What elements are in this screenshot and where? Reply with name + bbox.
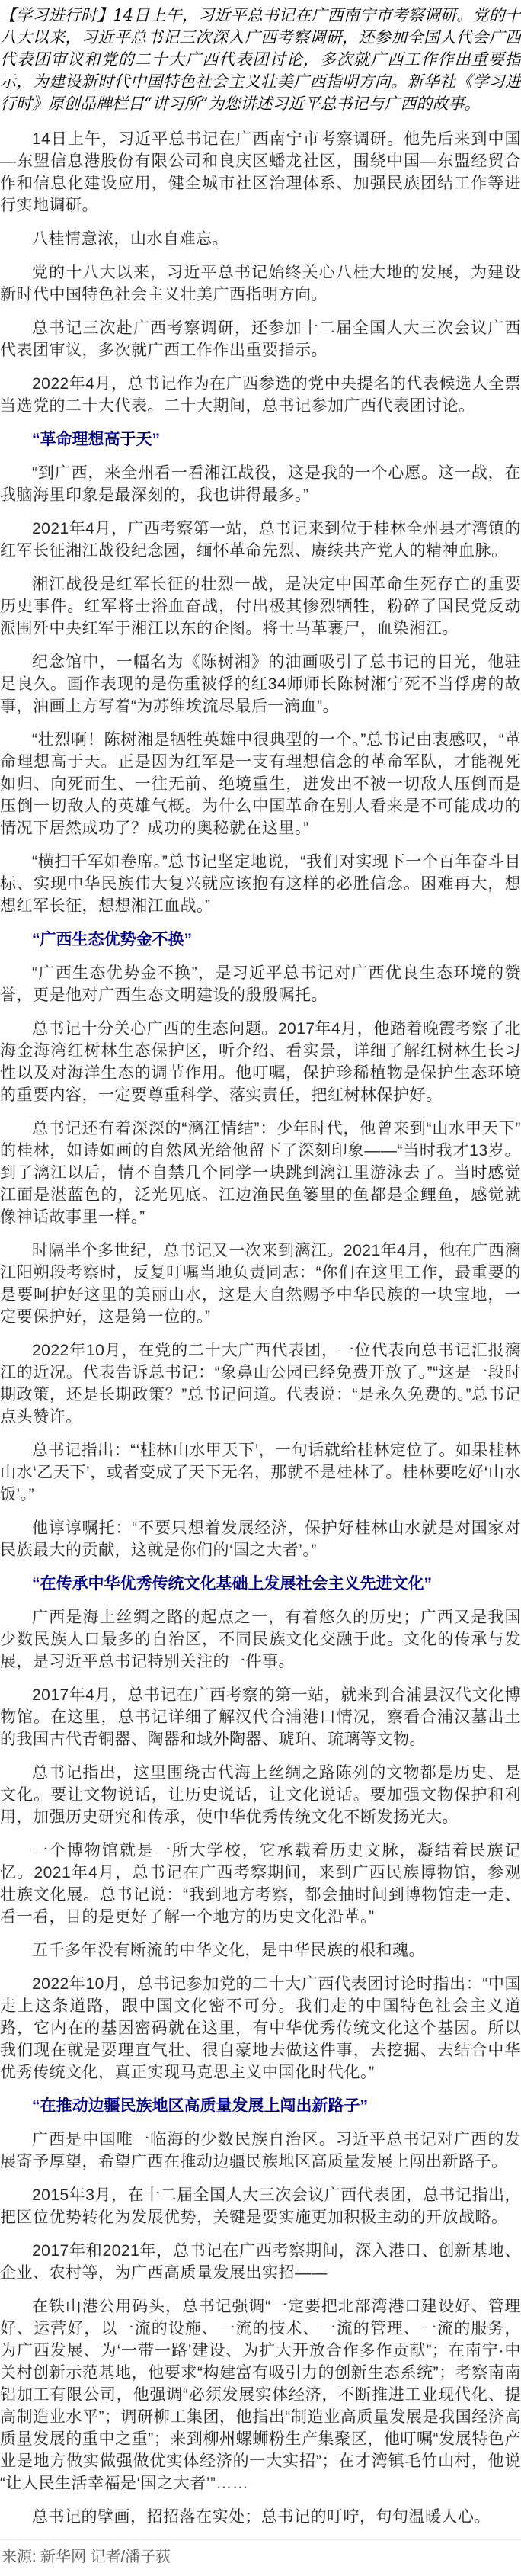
article-paragraph: “到广西，来全州看一看湘江战役，这是我的一个心愿。这一战，在我脑海里印象是最深刻的，我也讲得最多。”: [0, 464, 521, 504]
article-paragraph: “广西生态优势金不换”，是习近平总书记对广西优良生态环境的赞誉，更是他对广西生态文明建设的殷殷嘱托。: [0, 964, 521, 1004]
article-paragraph: 总书记三次赴广西考察调研，还参加十二届全国人大三次会议广西代表团审议，多次就广西工作作出重要指示。: [0, 319, 521, 359]
article-paragraph: 总书记还有着深深的“漓江情结”：少年时代，他曾来到“山水甲天下”的桂林，如诗如画的自然风光给他留下了深刻印象——“当时我才13岁。到了漓江以后，情不自禁几个同学一块跳到漓江里游泳去了。当时感觉江面是湛蓝色的，泛光见底。江边渔民鱼篓里的鱼都是金鲤鱼，感觉就像神话故事里一样。”: [0, 1120, 521, 1226]
article-paragraph: 纪念馆中，一幅名为《陈树湘》的油画吸引了总书记的目光，他驻足良久。画作表现的是伤重被俘的红34师师长陈树湘宁死不当俘虏的故事，油画上方写着“为苏维埃流尽最后一滴血”。: [0, 653, 521, 715]
article-paragraph: “横扫千军如卷席。”总书记坚定地说，“我们对实现下一个百年奋斗目标、实现中华民族伟大复兴就应该抱有这样的必胜信念。困难再大，想想红军长征，想想湘江血战。”: [0, 853, 521, 915]
article-intro: 【学习进行时】14日上午，习近平总书记在广西南宁市考察调研。党的十八大以来，习近平总书记三次深入广西考察调研，还参加全国人代会广西代表团审议和党的二十大广西代表团讨论，多次就广西工作作出重要指示，为建设新时代中国特色社会主义壮美广西指明方向。新华社《学习进行时》原创品牌栏目“讲习所”为您讲述习近平总书记与广西的故事。: [0, 6, 521, 113]
article-paragraph: 五千多年没有断流的中华文化，是中华民族的根和魂。: [32, 1942, 425, 1959]
section-heading: “革命理想高于天”: [32, 431, 160, 448]
article-footer: [0, 2539, 521, 2576]
article-paragraph: 广西是中国唯一临海的少数民族自治区。习近平总书记对广西的发展寄予厚望，希望广西在推动边疆民族地区高质量发展上闯出新路子。: [0, 2131, 521, 2170]
article-paragraph: 在铁山港公用码头，总书记强调“一定要把北部湾港口建设好、管理好、运营好，以一流的设施、一流的技术、一流的管理、一流的服务，为广西发展、为‘一带一路’建设、为扩大开放合作多作贡献”；在南宁·中关村创新示范基地，他要求“构建富有吸引力的创新生态系统”；考察南南铝加工有限公司，他强调“必须发展实体经济，不断推进工业现代化、提高制造业水平”；调研柳工集团，他指出“制造业高质量发展是我国经济高质量发展的重中之重”；来到柳州螺蛳粉生产集聚区，他叮嘱“发展特色产业是地方做实做强做优实体经济的一大实招”；在才湾镇毛竹山村，他说“让人民生活幸福是‘国之大者’”……: [0, 2298, 521, 2492]
article-paragraph: 八桂情意浓，山水自难忘。: [32, 230, 229, 248]
section-heading: “在推动边疆民族地区高质量发展上闯出新路子”: [32, 2097, 368, 2115]
article-paragraph: 广西是海上丝绸之路的起点之一，有着悠久的历史；广西又是我国少数民族人口最多的自治区，不同民族文化交融于此。文化的传承与发展，是习近平总书记特别关注的一件事。: [0, 1609, 521, 1670]
source-line: 来源: 新华网 记者/潘子荻: [2, 2549, 171, 2565]
article-paragraph: 党的十八大以来，习近平总书记始终关心八桂大地的发展，为建设新时代中国特色社会主义壮美广西指明方向。: [0, 264, 521, 303]
article-paragraph: 总书记十分关心广西的生态问题。2017年4月，他踏着晚霞考察了北海金海湾红树林生态保护区，听介绍、看实景，详细了解红树林生长习性以及对海洋生态的调节作用。他叮嘱，保护珍稀植物是保护生态环境的重要内容，一定要尊重科学、落实责任，把红树林保护好。: [0, 1020, 521, 1104]
article-paragraph: 一个博物馆就是一所大学校，它承载着历史文脉，凝结着民族记忆。2021年4月，总书记在广西考察期间，来到广西民族博物馆，参观壮族文化展。总书记说：“我到地方考察，都会抽时间到博物馆走一走、看一看，目的是更好了解一个地方的历史文化沿革。”: [0, 1842, 521, 1926]
article-paragraph: 2015年3月，在十二届全国人大三次会议广西代表团，总书记指出，把区位优势转化为发展优势，关键是要实施更加积极主动的开放战略。: [0, 2186, 521, 2226]
article-paragraph: 总书记指出，这里围绕古代海上丝绸之路陈列的文物都是历史、是文化。要让文物说话，让历史说话，让文化说话。要加强文物保护和利用，加强历史研究和传承，使中华优秀传统文化不断发扬光大。: [0, 1764, 521, 1826]
article-paragraph: 2022年10月，在党的二十大广西代表团，一位代表向总书记汇报漓江的近况。代表告诉总书记：“象鼻山公园已经免费开放了。”“这是一段时期政策，还是长期政策？”总书记问道。代表说：“是永久免费的。”总书记点头赞许。: [0, 1342, 521, 1426]
article-paragraph: 2017年4月，总书记在广西考察的第一站，就来到合浦县汉代文化博物馆。在这里，总书记详细了解汉代合浦港口情况，察看合浦汉墓出土的我国古代青铜器、陶器和域外陶器、琥珀、琉璃等文物。: [0, 1686, 521, 1748]
article-paragraph: 总书记的擘画，招招落在实处；总书记的叮咛，句句温暖人心。: [32, 2508, 491, 2526]
section-heading: “广西生态优势金不换”: [32, 931, 192, 948]
article-paragraph: 2021年4月，广西考察第一站，总书记来到位于桂林全州县才湾镇的红军长征湘江战役纪念园，缅怀革命先烈、赓续共产党人的精神血脉。: [0, 520, 521, 560]
article-paragraph: “壮烈啊！陈树湘是牺牲英雄中很典型的一个。”总书记由衷感叹，“革命理想高于天。正是因为红军是一支有理想信念的革命军队，才能视死如归、向死而生、一往无前、绝境重生，迸发出不被一切敌人压倒而是压倒一切敌人的英雄气概。为什么中国革命在别人看来是不可能成功的情况下居然成功了？成功的奥秘就在这里。”: [0, 731, 521, 837]
article-paragraph: 2017年和2021年，总书记在广西考察期间，深入港口、创新基地、企业、农村等，为广西高质量发展出实招——: [0, 2242, 521, 2282]
article-paragraph: 他谆谆嘱托：“不要只想着发展经济，保护好桂林山水就是对国家对民族最大的贡献，这就是你们的‘国之大者’。”: [0, 1519, 521, 1559]
article-paragraph: 14日上午，习近平总书记在广西南宁市考察调研。他先后来到中国—东盟信息港股份有限公司和良庆区蟠龙社区，围绕中国—东盟经贸合作和信息化建设应用，健全城市社区治理体系、加强民族团结工作等进行实地调研。: [0, 130, 521, 214]
article-paragraph: 总书记指出：“‘桂林山水甲天下’，一句话就给桂林定位了。如果桂林山水‘乙天下’，或者变成了天下无名，那就不是桂林了。桂林要吃好‘山水饭’。”: [0, 1442, 521, 1503]
article-paragraph: 2022年4月，总书记作为在广西参选的党中央提名的代表候选人全票当选党的二十大代表。二十大期间，总书记参加广西代表团讨论。: [0, 375, 521, 415]
article-paragraph: 湘江战役是红军长征的壮烈一战，是决定中国革命生死存亡的重要历史事件。红军将士浴血奋战，付出极其惨烈牺牲，粉碎了国民党反动派围歼中央红军于湘江以东的企图。将士马革裹尸，血染湘江。: [0, 576, 521, 637]
section-heading: “在传承中华优秀传统文化基础上发展社会主义先进文化”: [32, 1575, 432, 1593]
article-paragraph: 时隔半个多世纪，总书记又一次来到漓江。2021年4月，他在广西漓江阳朔段考察时，反复叮嘱当地负责同志：“你们在这里工作，最重要的是要呵护好这里的美丽山水，这是大自然赐予中华民族的一块宝地，一定要保护好，这是第一位的。”: [0, 1242, 521, 1326]
article-paragraph: 2022年10月，总书记参加党的二十大广西代表团讨论时指出：“中国走上这条道路，跟中国文化密不可分。我们走的中国特色社会主义道路，它内在的基因密码就在这里，有中华优秀传统文化这个基因。所以我们现在就是要理直气壮、很自豪地去做这件事，去挖掘、去结合中华优秀传统文化，真正实现马克思主义中国化时代化。”: [0, 1975, 521, 2081]
